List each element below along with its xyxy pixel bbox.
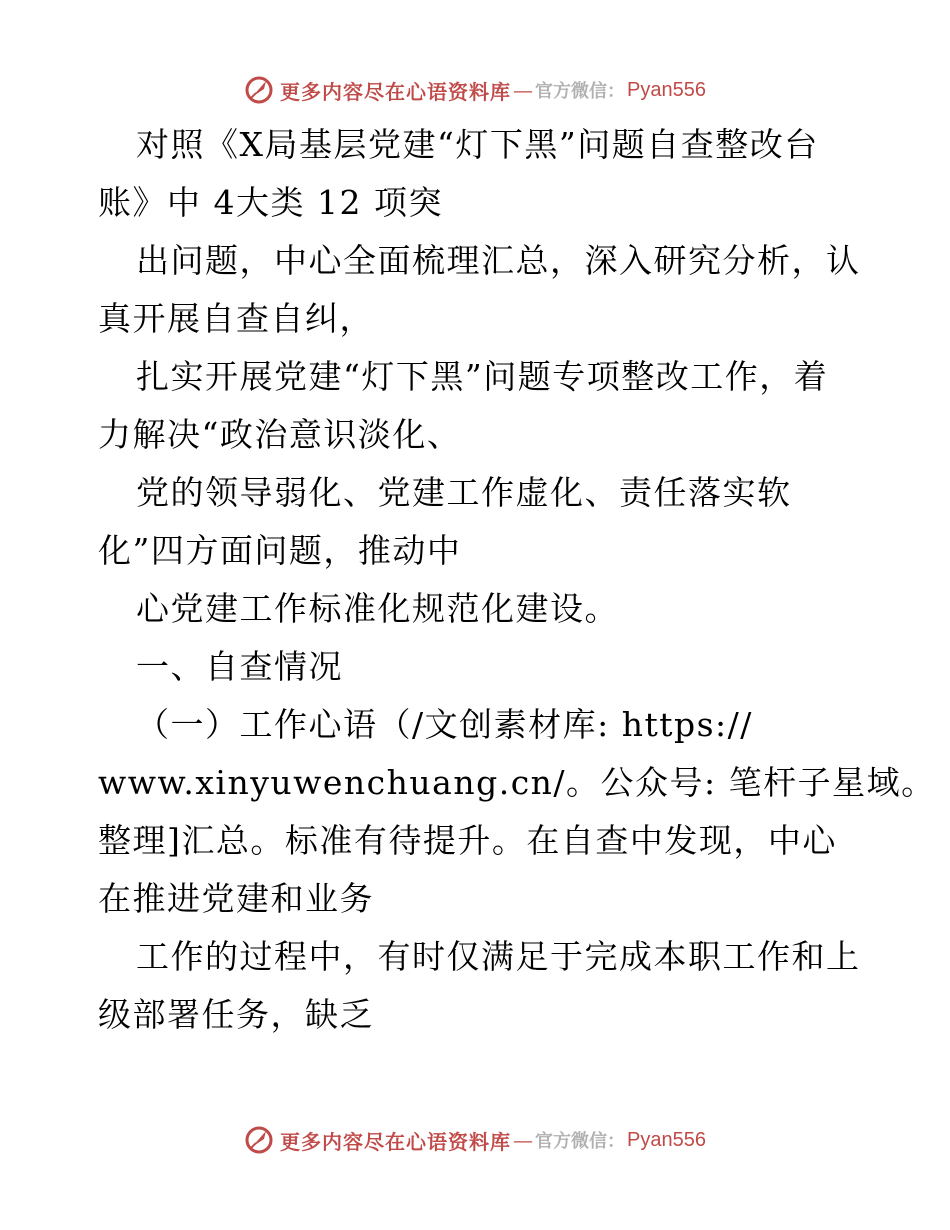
text-line: 出问题，中心全面梳理汇总，深入研究分析，认 bbox=[136, 241, 861, 280]
watermark-dash: — bbox=[513, 1128, 534, 1152]
watermark-main-text: 更多内容尽在心语资料库 bbox=[280, 1129, 512, 1154]
text-line: 心党建工作标准化规范化建设。 bbox=[136, 589, 619, 628]
text-line: 扎实开展党建“灯下黑”问题专项整改工作，着 bbox=[136, 357, 829, 396]
text-line: 账》中 4大类 12 项突 bbox=[98, 183, 443, 222]
text-line: 整理]汇总。标准有待提升。在自查中发现，中心 bbox=[98, 821, 837, 860]
text-line: 化”四方面问题，推动中 bbox=[98, 531, 462, 570]
watermark-banner-bottom bbox=[0, 1120, 950, 1160]
quill-logo-icon bbox=[244, 1125, 274, 1155]
text-line: 在推进党建和业务 bbox=[98, 879, 374, 918]
text-line: 力解决“政治意识淡化、 bbox=[98, 415, 462, 454]
watermark-wechat-id: Pyan556 bbox=[627, 1128, 706, 1151]
watermark-banner-top bbox=[0, 70, 950, 110]
watermark-wechat-label: 官方微信： bbox=[535, 1131, 626, 1152]
watermark-wechat-id: Pyan556 bbox=[627, 78, 706, 101]
text-line: 工作的过程中，有时仅满足于完成本职工作和上 bbox=[136, 937, 861, 976]
watermark-main-text: 更多内容尽在心语资料库 bbox=[280, 79, 512, 104]
text-line: 级部署任务，缺乏 bbox=[98, 995, 374, 1034]
text-line: 党的领导弱化、党建工作虚化、责任落实软 bbox=[136, 473, 792, 512]
text-line: （一）工作心语（/文创素材库: https:// bbox=[136, 705, 753, 744]
watermark-wechat-label: 官方微信： bbox=[535, 81, 626, 102]
text-line: 一、自查情况 bbox=[136, 647, 343, 686]
text-line: 对照《X局基层党建“灯下黑”问题自查整改台 bbox=[136, 125, 819, 164]
document-body bbox=[98, 116, 936, 1044]
watermark-dash: — bbox=[513, 78, 534, 102]
text-line: 真开展自查自纠， bbox=[98, 299, 374, 338]
quill-logo-icon bbox=[244, 75, 274, 105]
text-line: www.xinyuwenchuang.cn/。公众号: 笔杆子星域。 bbox=[98, 763, 936, 802]
